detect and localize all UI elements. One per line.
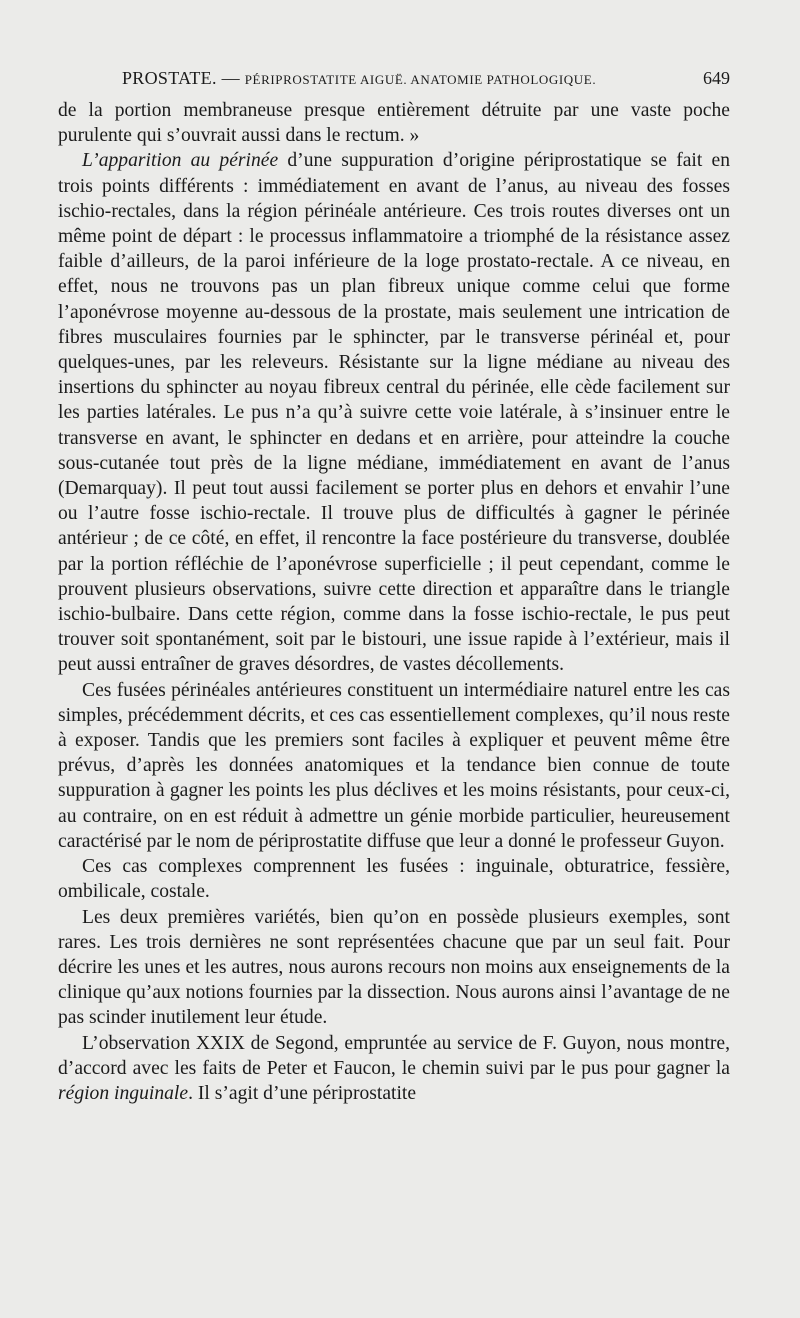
chapter-title: PROSTATE. xyxy=(122,68,217,88)
paragraph-5-text: Les deux premières variétés, bien qu’on en possède plusieurs exemples, sont rares. Les trois dernières ne sont représentées chacune que par un seul fait. Pour décrire les unes et les autres, nous aurons recours non moins aux enseignements de la clinique qu’aux notions fournies par la dissection. Nous aurons ainsi l’avantage de ne pas scinder inutilement leur étude. xyxy=(58,906,730,1029)
page-number: 649 xyxy=(703,68,730,88)
paragraph-3-text: Ces fusées périnéales antérieures constituent un intermédiaire naturel entre les cas simples, précédemment décrits, et ces cas essentiellement complexes, qu’il nous reste à exposer. Tandis que les premiers sont faciles à expliquer et peuvent même être prévus, d’après les données anatomiques et la tendance bien connue de toute suppuration à gagner les points les plus déclives et les moins résistants, pour ceux-ci, au contraire, on en est réduit à admettre un génie morbide particulier, heureusement caractérisé par le nom de périprostatite diffuse que leur a donné le professeur Guyon. xyxy=(58,679,730,852)
paragraph-6-text-end: . Il s’agit d’une périprostatite xyxy=(188,1082,417,1104)
paragraph-2-italic: L’apparition au périnée xyxy=(82,150,279,172)
section-subtitle: PÉRIPROSTATITE AIGUË. ANATOMIE PATHOLOGIQUE. xyxy=(244,72,597,87)
paragraph-1-text: de la portion membraneuse presque entièrement détruite par une vaste poche purulente qui s’ouvrait aussi dans le rectum. » xyxy=(58,100,730,147)
header-dash: — xyxy=(221,68,240,88)
paragraph-3 xyxy=(58,678,730,854)
running-head xyxy=(58,64,730,92)
paragraph-6 xyxy=(58,1031,730,1107)
paragraph-2-text: d’une suppuration d’origine périprostatique se fait en trois points différents : immédiatement en avant de l’anus, au niveau des fosses ischio-rectales, dans la région périnéale antérieure. Ces trois routes diverses ont un même point de départ : le processus inflammatoire a triomphé de la résistance assez faible d’ailleurs, de la paroi inférieure de la loge prostato-rectale. A ce niveau, en effet, nous ne trouvons pas un plan fibreux unique comme celui que forme l’aponévrose moyenne au-dessous de la prostate, mais seulement une intrication de fibres musculaires fournies par le sphincter, par le transverse périnéal et, pour quelques-unes, par les releveurs. Résistante sur la ligne médiane au niveau des insertions du sphincter au noyau fibreux central du périnée, elle cède facilement sur les parties latérales. Le pus n’a qu’à suivre cette voie latérale, à s’insinuer entre le transverse en avant, le sphincter en dedans et en arrière, pour atteindre la couche sous-cutanée tout près de la ligne médiane, immédiatement en avant de l’anus (Demarquay). Il peut tout aussi facilement se porter plus en dehors et envahir l’une ou l’autre fosse ischio-rectale. Il trouve plus de difficultés à gagner le périnée antérieur ; de ce côté, en effet, il rencontre la face postérieure du transverse, doublée par la portion réfléchie de l’aponévrose superficielle ; il peut cependant, comme le prouvent plusieurs observations, suivre cette direction et apparaître dans le triangle ischio-bulbaire. Dans cette région, comme dans la fosse ischio-rectale, le pus peut trouver soit spontanément, soit par le bistouri, une issue rapide à l’extérieur, mais il peut aussi entraîner de graves désordres, de vastes décollements. xyxy=(58,150,731,676)
paragraph-6-italic: région inguinale xyxy=(58,1082,189,1104)
paragraph-4 xyxy=(58,854,730,904)
paragraph-6-text: L’observation XXIX de Segond, empruntée au service de F. Guyon, nous montre, d’accord avec les faits de Peter et Faucon, le chemin suivi par le pus pour gagner la xyxy=(58,1032,730,1079)
body-text xyxy=(58,98,730,1106)
paragraph-2 xyxy=(58,148,730,677)
running-title xyxy=(122,64,596,94)
paragraph-4-text: Ces cas complexes comprennent les fusées : inguinale, obturatrice, fessière, ombilicale, costale. xyxy=(58,856,730,903)
paragraph-5 xyxy=(58,905,730,1031)
paragraph-1 xyxy=(58,98,730,148)
